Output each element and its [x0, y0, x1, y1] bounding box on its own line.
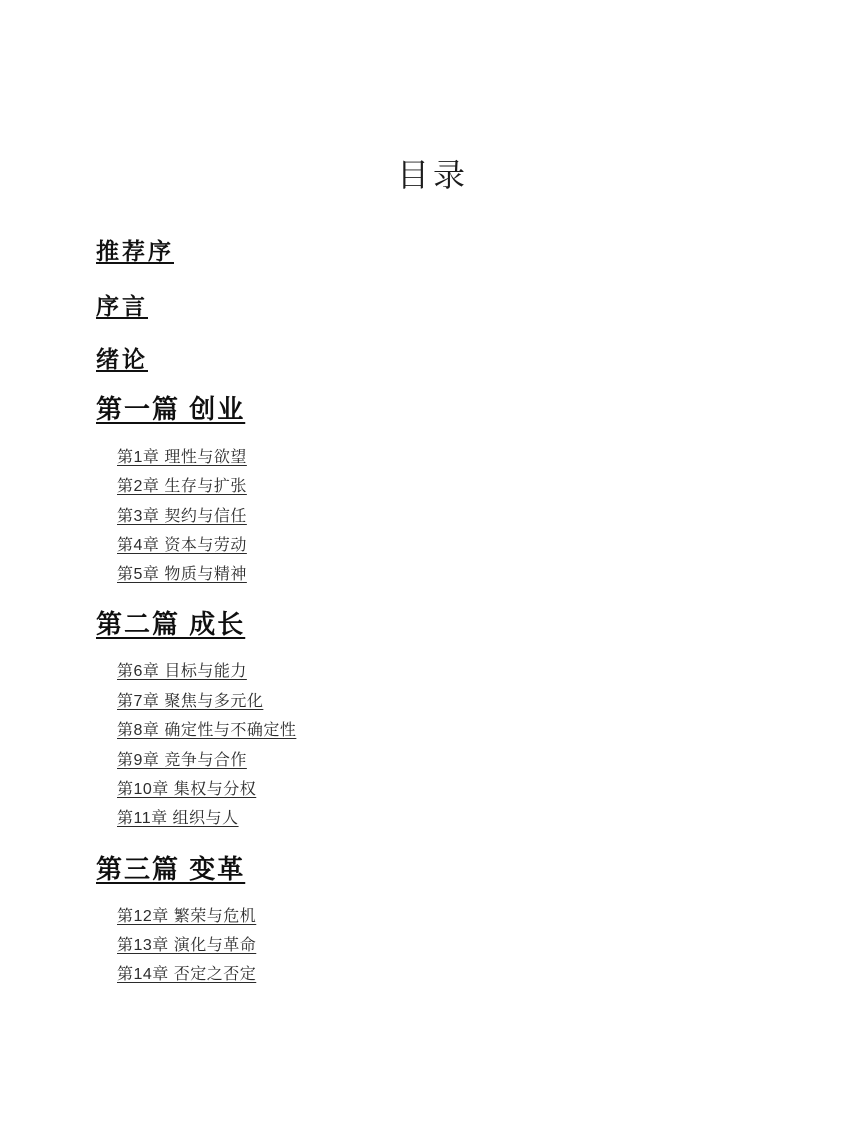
page-title: 目录 — [396, 157, 469, 193]
toc-link-introduction[interactable]: 绪论 — [96, 346, 148, 372]
toc-chapter-link-8[interactable]: 第8章 确定性与不确定性 — [117, 722, 297, 739]
toc-part-3-heading[interactable]: 第三篇 变革 — [96, 854, 246, 884]
toc-chapter-link-10[interactable]: 第10章 集权与分权 — [117, 781, 257, 798]
toc-chapter-link-11[interactable]: 第11章 组织与人 — [117, 810, 239, 827]
toc-part-1-heading[interactable]: 第一篇 创业 — [96, 394, 246, 424]
toc-chapter-link-12[interactable]: 第12章 繁荣与危机 — [117, 908, 257, 925]
toc-chapter-link-5[interactable]: 第5章 物质与精神 — [117, 566, 247, 583]
toc-part-2-heading[interactable]: 第二篇 成长 — [96, 609, 246, 639]
toc-chapter-link-4[interactable]: 第4章 资本与劳动 — [117, 537, 247, 554]
toc-chapter-link-3[interactable]: 第3章 契约与信任 — [117, 508, 247, 525]
toc-chapter-link-9[interactable]: 第9章 竞争与合作 — [117, 752, 247, 769]
toc-link-recommend-preface[interactable]: 推荐序 — [96, 238, 174, 264]
toc-chapter-link-6[interactable]: 第6章 目标与能力 — [117, 663, 247, 680]
toc-chapter-link-14[interactable]: 第14章 否定之否定 — [117, 966, 257, 983]
toc-chapter-link-1[interactable]: 第1章 理性与欲望 — [117, 449, 247, 466]
toc-link-preface[interactable]: 序言 — [96, 293, 148, 319]
toc-chapter-link-7[interactable]: 第7章 聚焦与多元化 — [117, 693, 264, 710]
toc-chapter-link-2[interactable]: 第2章 生存与扩张 — [117, 478, 247, 495]
toc-chapter-link-13[interactable]: 第13章 演化与革命 — [117, 937, 257, 954]
